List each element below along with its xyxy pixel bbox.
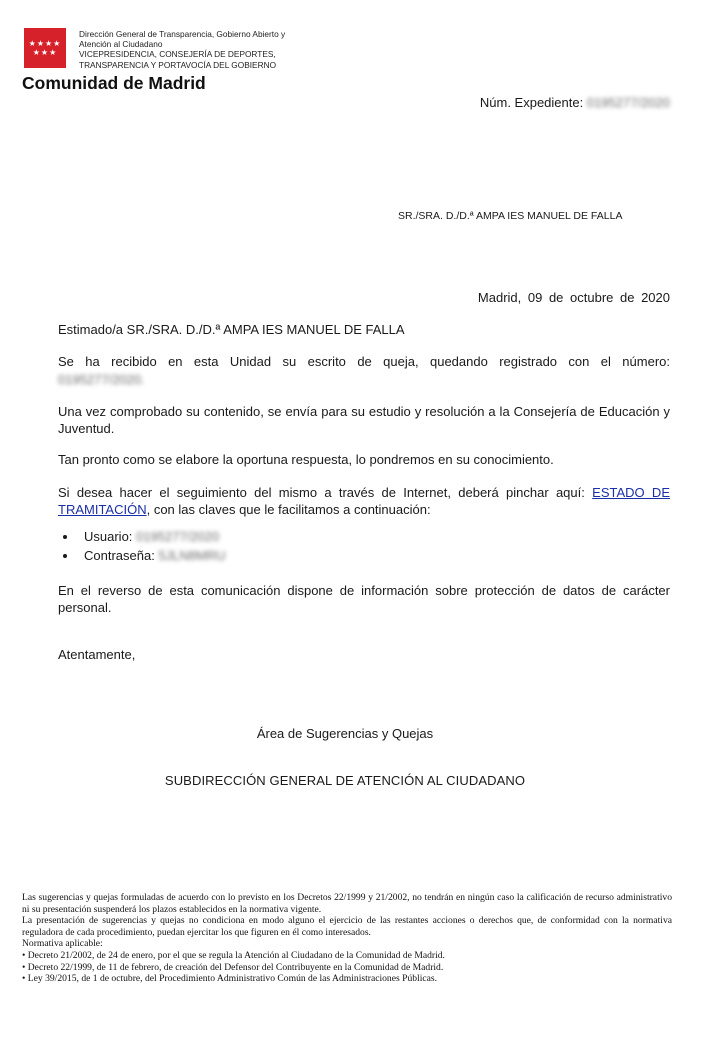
paragraph-received-number <box>58 371 670 388</box>
paragraph-forwarded: Una vez comprobado su contenido, se envía para su estudio y resolución a la Consejería de Educación y Juventud. <box>58 404 670 436</box>
department-line: Dirección General de Transparencia, Gobierno Abierto y <box>79 29 286 39</box>
paragraph-response: Tan pronto como se elabore la oportuna respuesta, lo pondremos en su conocimiento. <box>58 452 554 467</box>
credential-password-value-redacted: 5JLN8MRU <box>158 548 226 563</box>
footer-paragraph: La presentación de sugerencias y quejas no condiciona en modo alguno el ejercicio de las restantes acciones o derechos que, de conformidad con la normativa reguladora de cada procedimiento, puedan ejercitar los que figuren en él como interesados. <box>22 915 672 938</box>
signature-area: Área de Sugerencias y Quejas <box>256 726 434 741</box>
footer-normativa-item: • Ley 39/2015, de 1 de octubre, del Procedimiento Administrativo Común de las Administraciones Públicas. <box>22 973 438 985</box>
tracking-text-before: Si desea hacer el seguimiento del mismo a través de Internet, deberá pinchar aquí: <box>58 485 593 500</box>
closing: Atentamente, <box>58 647 136 662</box>
legal-footer <box>22 892 672 985</box>
organization-name: Comunidad de Madrid <box>22 73 206 93</box>
footer-normativa-item: • Decreto 21/2002, de 24 de enero, por el que se regula la Atención al Ciudadano de la Comunidad de Madrid. <box>22 949 445 961</box>
estado-tramitacion-link[interactable]: ESTADO DE TRAMITACIÓN <box>58 485 670 517</box>
department-line: VICEPRESIDENCIA, CONSEJERÍA DE DEPORTES, <box>79 49 276 60</box>
paragraph-tracking <box>58 484 670 518</box>
expediente-label: Núm. Expediente: <box>479 95 584 110</box>
registration-number-redacted: 0195277/2020. <box>58 372 145 387</box>
paragraph-received-line: Se ha recibido en esta Unidad su escrito de queja, quedando registrado con el número: <box>58 354 670 369</box>
tracking-text-after: , con las claves que le facilitamos a continuación: <box>146 502 431 517</box>
footer-normativa-label: Normativa aplicable: <box>22 938 103 950</box>
department-block <box>79 29 285 70</box>
footer-paragraph: Las sugerencias y quejas formuladas de acuerdo con lo previsto en los Decretos 22/1999 y 21/2002, no tendrán en ningún caso la calificación de recurso administrativo ni su presentación suspenderá los plazos establecidos en la normativa vigente. <box>22 892 672 915</box>
flag-stars-top: ★★★★ <box>28 39 62 48</box>
flag-stars-bottom: ★★★ <box>32 48 58 57</box>
expediente-number-redacted: 0195277/2020 <box>586 95 670 110</box>
credential-user <box>78 527 226 546</box>
letter-date: Madrid, 09 de octubre de 2020 <box>477 290 670 305</box>
greeting: Estimado/a SR./SRA. D./D.ª AMPA IES MANUEL DE FALLA <box>58 322 405 337</box>
credential-user-value-redacted: 0195277/2020 <box>136 529 220 544</box>
paragraph-data-protection: En el reverso de esta comunicación dispone de información sobre protección de datos de carácter personal. <box>58 583 670 615</box>
credential-password <box>78 546 226 565</box>
credential-user-label: Usuario: <box>84 529 133 544</box>
recipient-address: SR./SRA. D./D.ª AMPA IES MANUEL DE FALLA <box>398 210 623 222</box>
comunidad-madrid-flag-logo <box>24 28 66 68</box>
credential-password-label: Contraseña: <box>84 548 155 563</box>
credentials-list <box>58 527 226 565</box>
signature-subdirection: SUBDIRECCIÓN GENERAL DE ATENCIÓN AL CIUDADANO <box>164 773 526 788</box>
expediente-line <box>480 95 670 110</box>
footer-normativa-item: • Decreto 22/1999, de 11 de febrero, de creación del Defensor del Contribuyente en la Comunidad de Madrid. <box>22 961 444 973</box>
department-line: Atención al Ciudadano <box>79 39 163 50</box>
department-line: TRANSPARENCIA Y PORTAVOCÍA DEL GOBIERNO <box>79 59 277 70</box>
